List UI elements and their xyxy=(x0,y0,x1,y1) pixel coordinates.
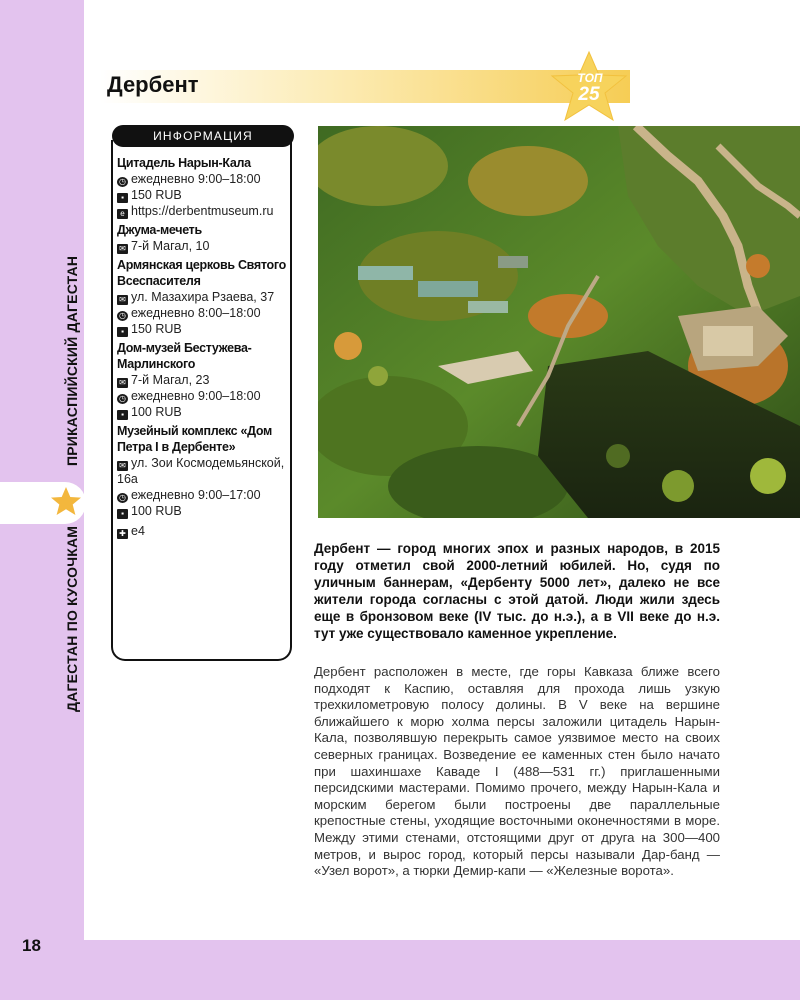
top-badge-line1: ТОП xyxy=(577,71,603,85)
top25-badge xyxy=(544,50,634,126)
clock-icon: ◷ xyxy=(117,177,128,187)
chapter-label: ДАГЕСТАН ПО КУСОЧКАМ xyxy=(64,525,80,712)
place-name: Цитадель Нарын-Кала xyxy=(117,156,251,170)
place-address: 7-й Магал, 10 xyxy=(131,239,210,253)
info-row-price xyxy=(117,404,287,420)
info-row-hours xyxy=(117,171,287,187)
article-lead: Дербент — город многих эпох и разных народов, в 2015 году отметил свой 2000-летний юбилей. Но, судя по уличным баннерам, «Дербенту 5000 лет», далеко не все жители города согласны с этой датой. Люди жили здесь еще в бронзовом веке (IV тыс. до н.э.), а в VII веке до н.э. тут уже существовало каменное укрепление. xyxy=(314,541,720,641)
ticket-icon: ▪ xyxy=(117,193,128,203)
info-row-price xyxy=(117,321,287,337)
ticket-icon: ▪ xyxy=(117,410,128,420)
info-place xyxy=(117,340,287,420)
place-hours: ежедневно 9:00–18:00 xyxy=(131,389,261,403)
place-hours: ежедневно 8:00–18:00 xyxy=(131,306,261,320)
place-address: ул. Мазахира Рзаева, 37 xyxy=(131,290,275,304)
star-icon xyxy=(48,484,84,520)
info-row-hours xyxy=(117,305,287,321)
map-icon: ✚ xyxy=(117,529,128,539)
envelope-icon: ✉ xyxy=(117,244,128,254)
place-website[interactable]: https://derbentmuseum.ru xyxy=(131,204,274,218)
footer-band xyxy=(0,940,800,1000)
place-hours: ежедневно 9:00–17:00 xyxy=(131,488,261,502)
info-place xyxy=(117,423,287,519)
place-name: Армянская церковь Святого Всеспасителя xyxy=(117,258,286,288)
info-row-price xyxy=(117,503,287,519)
info-row-hours xyxy=(117,388,287,404)
info-place xyxy=(117,257,287,337)
place-price: 100 RUB xyxy=(131,405,182,419)
place-name: Джума-мечеть xyxy=(117,223,202,237)
info-row-address xyxy=(117,372,287,388)
place-hours: ежедневно 9:00–18:00 xyxy=(131,172,261,186)
place-price: 100 RUB xyxy=(131,504,182,518)
ticket-icon: ▪ xyxy=(117,327,128,337)
envelope-icon: ✉ xyxy=(117,461,128,471)
info-row-address xyxy=(117,289,287,305)
clock-icon: ◷ xyxy=(117,493,128,503)
page-title: Дербент xyxy=(107,72,199,97)
place-name: Дом-музей Бестужева-Марлинского xyxy=(117,341,252,371)
info-list xyxy=(117,155,287,539)
info-row-address xyxy=(117,455,287,487)
envelope-icon: ✉ xyxy=(117,378,128,388)
map-reference: e4 xyxy=(131,524,145,538)
place-name: Музейный комплекс «Дом Петра I в Дербенте» xyxy=(117,424,272,454)
info-row-hours xyxy=(117,487,287,503)
clock-icon: ◷ xyxy=(117,394,128,404)
place-address: ул. Зои Космодемьянской, 16а xyxy=(117,456,285,486)
info-row-address xyxy=(117,238,287,254)
envelope-icon: ✉ xyxy=(117,295,128,305)
info-place xyxy=(117,155,287,219)
info-row-price xyxy=(117,187,287,203)
place-price: 150 RUB xyxy=(131,188,182,202)
web-icon: e xyxy=(117,209,128,219)
clock-icon: ◷ xyxy=(117,311,128,321)
fortress-aerial-photo xyxy=(318,126,800,518)
place-address: 7-й Магал, 23 xyxy=(131,373,210,387)
article-body: Дербент расположен в месте, где горы Кавказа ближе всего подходят к Каспию, оставляя для прохода лишь узкую трехкилометровую полосу долины. В V веке на вершине ближайшего к морю холма персы заложили цитадель Нарын-Кала, позволявшую перекрыть самое уязвимое место на своих северных границах. Возведение ее каменных стен было начато при шахиншахе Каваде I (488—531 гг.) приглашенными персидскими мастерами. Помимо прочего, между Нарын-Кала и морским берегом были построены две параллельные крепостные стены, уходящие восточными оконечностями в море. Между этими стенами, отстоящими друг от друга на 300—400 метров, и вырос город, который персы называли Дар-банд — «Узел ворот», а тюрки Демир-капи — «Железные ворота». xyxy=(314,664,720,879)
place-price: 150 RUB xyxy=(131,322,182,336)
info-row-website xyxy=(117,203,287,219)
top-badge-line2: 25 xyxy=(578,84,600,105)
info-place xyxy=(117,222,287,254)
ticket-icon: ▪ xyxy=(117,509,128,519)
page-number: 18 xyxy=(22,936,41,955)
info-header: ИНФОРМАЦИЯ xyxy=(112,125,294,147)
section-label: ПРИКАСПИЙСКИЙ ДАГЕСТАН xyxy=(64,255,80,466)
info-row-map xyxy=(117,523,287,539)
